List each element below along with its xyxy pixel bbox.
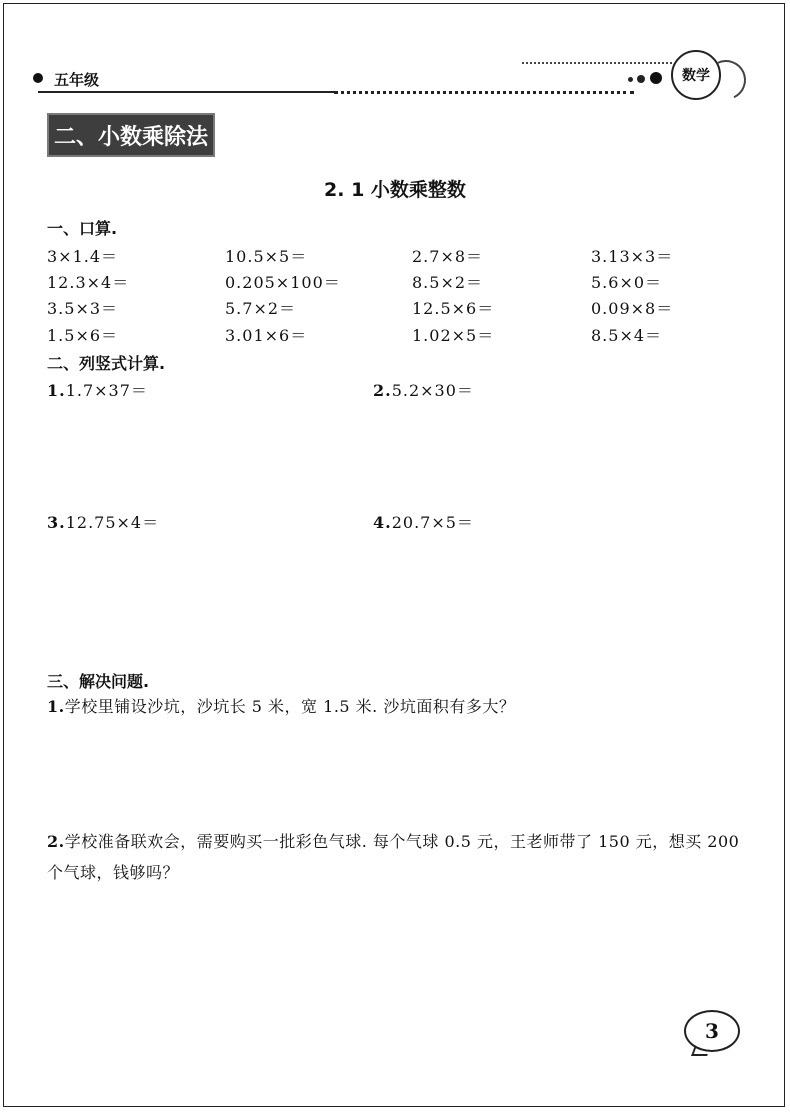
part2-heading: 二、列竖式计算.	[47, 354, 166, 373]
item-number: 1.	[47, 381, 66, 400]
chapter-title: 二、小数乘除法	[47, 113, 215, 157]
word-problem	[47, 691, 747, 722]
item-number: 3.	[47, 513, 66, 532]
mental-row	[47, 296, 747, 322]
mental-row	[47, 244, 747, 270]
item-expression: 12.75×4＝	[65, 513, 160, 532]
mental-item: 3.13×3＝	[591, 247, 674, 266]
vertical-calc-item	[47, 510, 159, 533]
mental-row	[47, 270, 747, 296]
mental-row	[47, 323, 747, 349]
page-border	[3, 3, 785, 1107]
mental-item: 10.5×5＝	[225, 247, 308, 266]
item-expression: 20.7×5＝	[391, 513, 474, 532]
mental-item: 3.5×3＝	[47, 299, 119, 318]
mental-item: 2.7×8＝	[412, 247, 484, 266]
mental-item: 12.3×4＝	[47, 273, 130, 292]
mental-item: 3×1.4＝	[47, 247, 119, 266]
problem-text: 学校里铺设沙坑，沙坑长 5 米，宽 1.5 米. 沙坑面积有多大？	[64, 697, 516, 716]
header-bullet	[33, 73, 43, 83]
decor-dot	[637, 75, 645, 83]
mental-item: 8.5×2＝	[412, 273, 484, 292]
vertical-calc-item	[47, 378, 148, 401]
problem-number: 2.	[47, 832, 65, 851]
vertical-calc-item	[373, 510, 474, 533]
item-expression: 1.7×37＝	[65, 381, 148, 400]
mental-item: 1.02×5＝	[412, 326, 495, 345]
problem-number: 1.	[47, 697, 65, 716]
problem-text: 学校准备联欢会，需要购买一批彩色气球. 每个气球 0.5 元，王老师带了 150 元，想买 200 个气球，钱够吗？	[47, 832, 740, 882]
mental-item: 12.5×6＝	[412, 299, 495, 318]
section-title: 2. 1 小数乘整数	[324, 179, 466, 201]
decor-dot	[628, 77, 633, 82]
part1-heading: 一、口算.	[47, 219, 118, 238]
mental-item: 3.01×6＝	[225, 326, 308, 345]
header-dotted-line	[522, 62, 672, 64]
vertical-calc-item	[373, 378, 474, 401]
page-number: 3	[684, 1010, 740, 1052]
subject-badge: 数学	[671, 50, 721, 100]
grade-label: 五年级	[54, 71, 100, 89]
item-number: 4.	[373, 513, 392, 532]
mental-item: 5.7×2＝	[225, 299, 297, 318]
mental-item: 0.205×100＝	[225, 273, 341, 292]
mental-item: 1.5×6＝	[47, 326, 119, 345]
mental-item: 0.09×8＝	[591, 299, 674, 318]
part3-heading: 三、解决问题.	[47, 672, 150, 691]
word-problem	[47, 826, 747, 888]
header-rule	[38, 91, 334, 93]
header-dotted-rule	[334, 91, 634, 94]
mental-item: 5.6×0＝	[591, 273, 663, 292]
mental-item: 8.5×4＝	[591, 326, 663, 345]
decor-dot	[650, 72, 662, 84]
item-expression: 5.2×30＝	[391, 381, 474, 400]
item-number: 2.	[373, 381, 392, 400]
